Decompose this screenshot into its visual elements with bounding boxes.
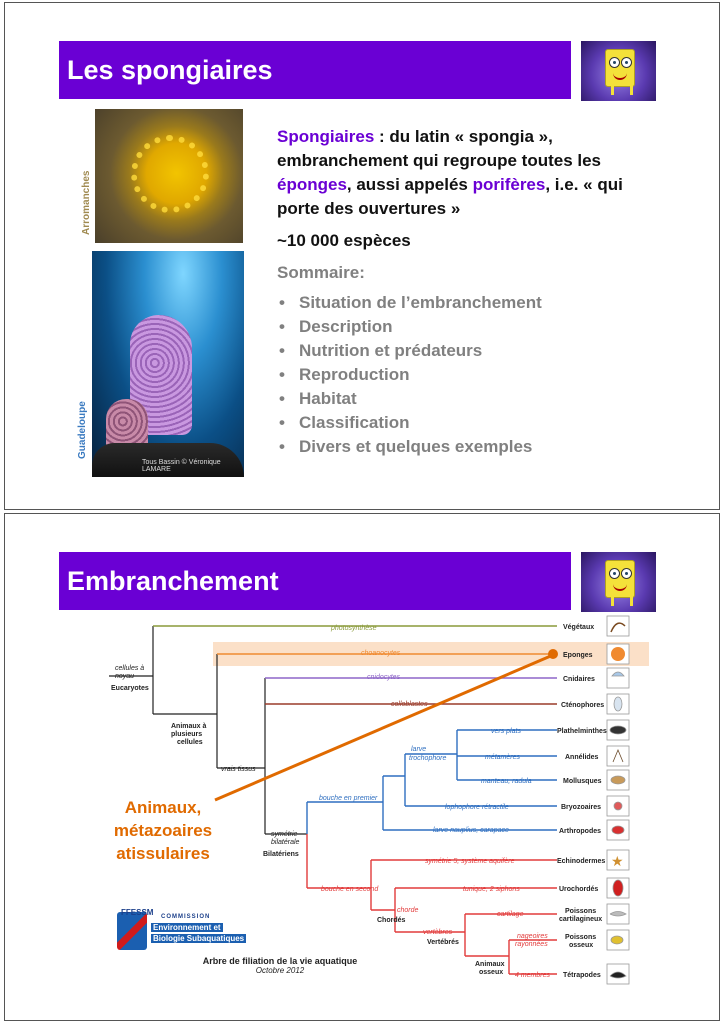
photo-credit: Tous Bassin © Véronique LAMARE [142, 459, 221, 473]
svg-text:symétrie: symétrie [271, 831, 298, 838]
phylogenetic-tree [5, 514, 721, 1022]
svg-text:tunique, 2 siphons: tunique, 2 siphons [463, 886, 520, 893]
definition-text: Spongiaires : du latin « spongia », embranchement qui regroupe toutes les éponges, aussi appelés porifères, i.e. « qui porte des ouvertures » [277, 127, 623, 218]
svg-text:chorde: chorde [397, 907, 419, 914]
svg-text:cellules à: cellules à [115, 665, 145, 672]
svg-text:bouche en second: bouche en second [321, 886, 379, 893]
svg-text:Vertébrés: Vertébrés [427, 939, 459, 946]
ffessm-flag-icon [117, 912, 147, 950]
svg-text:vrais tissus: vrais tissus [221, 766, 256, 773]
photo-label-arromanches: Arromanches [81, 170, 92, 235]
svg-text:★: ★ [611, 853, 624, 869]
svg-text:symétrie 5, système aquifère: symétrie 5, système aquifère [425, 858, 515, 865]
svg-text:bouche en premier: bouche en premier [319, 795, 378, 802]
photo-label-guadeloupe: Guadeloupe [77, 401, 88, 459]
svg-text:Echinodermes: Echinodermes [557, 858, 606, 865]
svg-text:manteau, radula: manteau, radula [481, 778, 532, 785]
svg-text:Annélides: Annélides [565, 754, 599, 761]
summary-item: • Divers et quelques exemples [277, 435, 647, 459]
summary-list [277, 291, 647, 459]
svg-text:Arthropodes: Arthropodes [559, 828, 601, 835]
plant-icon [607, 616, 629, 636]
svg-text:métamères: métamères [485, 754, 521, 761]
svg-text:cartilagineux: cartilagineux [559, 916, 603, 923]
svg-text:colloblastes: colloblastes [391, 701, 428, 708]
branch-deuterostomes [307, 834, 557, 974]
definition-block [277, 125, 647, 459]
slide-les-spongiaires [4, 2, 720, 510]
svg-text:bilatérale: bilatérale [271, 839, 300, 846]
caption-date: Octobre 2012 [255, 966, 305, 975]
svg-text:cartilage: cartilage [497, 911, 524, 918]
svg-text:Eucaryotes: Eucaryotes [111, 685, 149, 692]
svg-text:osseux: osseux [479, 969, 504, 976]
svg-text:Poissons: Poissons [565, 908, 597, 915]
spongebob-logo-icon [581, 41, 656, 101]
svg-text:vertèbres: vertèbres [423, 929, 453, 936]
svg-text:Bryozoaires: Bryozoaires [561, 804, 602, 811]
jellyfish-icon [607, 668, 629, 688]
svg-text:Végétaux: Végétaux [563, 624, 595, 631]
svg-text:larve: larve [411, 746, 427, 753]
svg-text:Poissons: Poissons [565, 934, 597, 941]
summary-title: Sommaire: [277, 263, 365, 282]
summary-item: • Reproduction [277, 363, 647, 387]
svg-text:vers plats: vers plats [491, 728, 521, 735]
ffessm-logo: FFESSM COMMISSION Environnement et Biologie Subaquatiques [117, 912, 257, 952]
summary-item: • Habitat [277, 387, 647, 411]
svg-text:Eponges: Eponges [563, 652, 593, 659]
svg-text:rayonnées: rayonnées [515, 941, 548, 948]
svg-text:nageoires: nageoires [517, 933, 548, 940]
slide-title: Embranchement [59, 552, 571, 610]
svg-text:Cténophores: Cténophores [561, 702, 605, 709]
sponge-photo-guadeloupe [92, 251, 244, 477]
svg-text:photosynthèse: photosynthèse [331, 625, 377, 632]
svg-text:cnidocytes: cnidocytes [367, 674, 401, 681]
annotation-dot [548, 649, 558, 659]
slide-title: Les spongiaires [59, 41, 571, 99]
annotation-animaux-metazoaires: Animaux, métazoaires atissulaires [113, 798, 213, 863]
svg-text:choanocytes: choanocytes [361, 650, 401, 657]
svg-text:Urochordés: Urochordés [559, 886, 599, 893]
summary-item: • Description [277, 315, 647, 339]
svg-text:4 membres: 4 membres [515, 972, 551, 979]
species-count: ~10 000 espèces [277, 231, 411, 250]
svg-text:Plathelminthes: Plathelminthes [557, 728, 607, 735]
svg-text:Animaux: Animaux [475, 961, 505, 968]
leaf-labels [557, 624, 607, 979]
sponge-photo-arromanches [95, 109, 243, 243]
summary-item: • Classification [277, 411, 647, 435]
summary-item: • Situation de l’embranchement [277, 291, 647, 315]
caption-title: Arbre de filiation de la vie aquatique [202, 956, 358, 966]
svg-text:noyau: noyau [115, 673, 135, 680]
svg-text:Animaux à: Animaux à [171, 723, 207, 730]
svg-text:osseux: osseux [569, 942, 594, 949]
svg-text:Chordés: Chordés [377, 917, 406, 924]
svg-text:Cnidaires: Cnidaires [563, 676, 595, 683]
svg-text:plusieurs: plusieurs [171, 731, 203, 738]
summary-item: • Nutrition et prédateurs [277, 339, 647, 363]
svg-text:Tétrapodes: Tétrapodes [563, 972, 601, 979]
svg-text:lophophore rétractile: lophophore rétractile [445, 804, 509, 811]
svg-text:trochophore: trochophore [409, 755, 447, 762]
svg-text:Mollusques: Mollusques [563, 778, 602, 785]
svg-text:cellules: cellules [177, 739, 203, 746]
tree-caption [195, 956, 365, 975]
svg-text:larve nauplius, carapace: larve nauplius, carapace [433, 827, 509, 834]
svg-text:Bilatériens: Bilatériens [263, 851, 299, 858]
organism-icons [607, 616, 629, 984]
slide-embranchement [4, 513, 720, 1021]
